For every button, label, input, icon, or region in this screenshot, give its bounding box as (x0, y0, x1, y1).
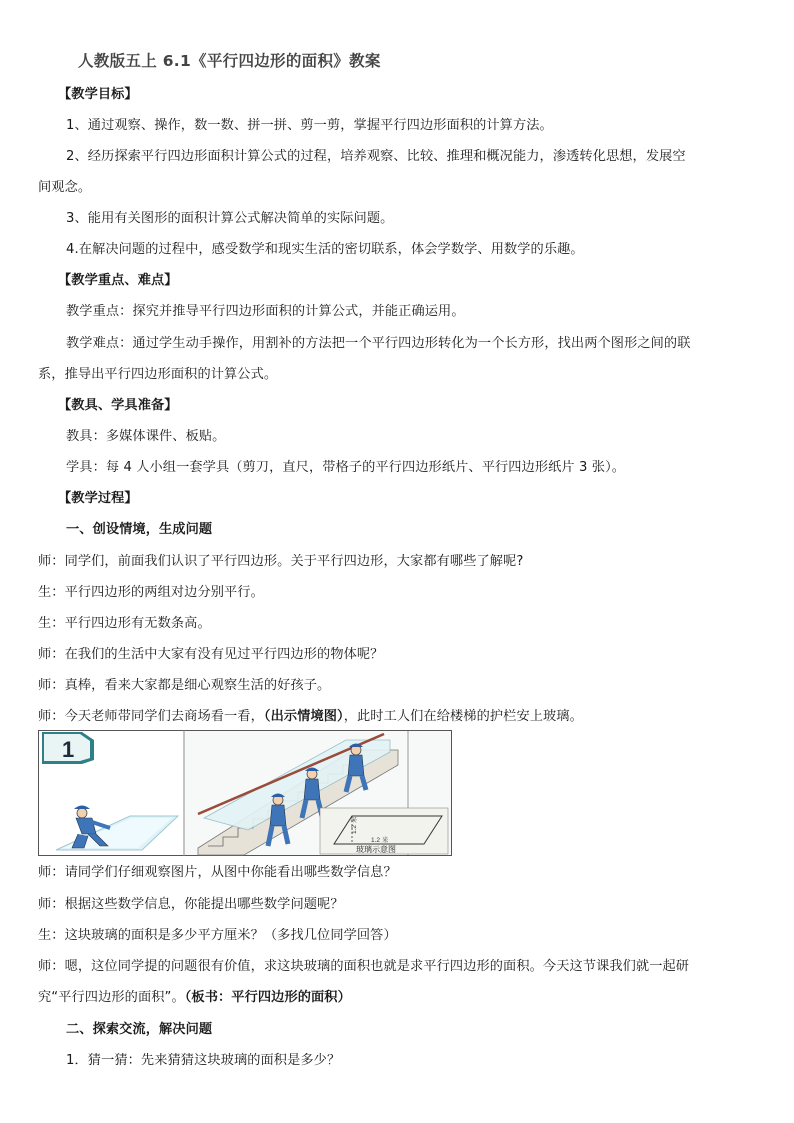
dialogue-line: 师：根据这些数学信息，你能提出哪些数学问题呢？ (38, 897, 344, 912)
dialogue-line (38, 989, 351, 1007)
objective-4: 4.在解决问题的过程中，感受数学和现实生活的密切联系，体会学数学、用数学的乐趣。 (66, 242, 584, 257)
objective-3: 3、能用有关图形的面积计算公式解决简单的实际问题。 (66, 211, 394, 226)
dialogue-line: 生：平行四边形的两组对边分别平行。 (38, 585, 264, 600)
section-heading-materials: 【教具、学具准备】 (58, 398, 178, 413)
badge-number: 1 (62, 737, 75, 762)
objective-2-line-1: 2、经历探索平行四边形面积计算公式的过程，培养观察、比较、推理和概况能力，渗透转化思想，发展空 (66, 149, 686, 164)
dialogue-text: ，此时工人们在给楼梯的护栏安上玻璃。 (343, 709, 583, 724)
dialogue-line: 师：同学们，前面我们认识了平行四边形。关于平行四边形，大家都有哪些了解呢? (38, 554, 524, 569)
scene-cue: （出示情境图） (263, 709, 344, 724)
part-2-heading: 二、探索交流，解决问题 (66, 1022, 213, 1037)
board-note: （板书：平行四边形的面积） (184, 990, 351, 1005)
glass-diagram (320, 808, 448, 854)
scene-number-badge (42, 732, 94, 764)
section-heading-objectives: 【教学目标】 (58, 87, 138, 102)
glass-height-label: 1.2 米 (351, 816, 358, 834)
dialogue-line (38, 708, 583, 726)
key-point: 教学重点：探究并推导平行四边形面积的计算公式，并能正确运用。 (66, 304, 465, 319)
scene-illustration (38, 730, 452, 856)
dialogue-line: 师：请同学们仔细观察图片，从图中你能看出哪些数学信息？ (38, 865, 397, 880)
objective-1: 1、通过观察、操作，数一数、拼一拼、剪一剪，掌握平行四边形面积的计算方法。 (66, 118, 553, 133)
glass-caption: 玻璃示意图 (356, 845, 396, 854)
dialogue-line: 生：平行四边形有无数条高。 (38, 616, 211, 631)
dialogue-line: 生：这块玻璃的面积是多少平方厘米？（多找几位同学回答） (38, 928, 397, 943)
glass-base-label: 1.2 米 (371, 837, 389, 844)
objective-2-line-2: 间观念。 (38, 180, 92, 195)
teacher-tools: 教具：多媒体课件、板贴。 (66, 429, 226, 444)
document-title: 人教版五上 6.1《平行四边形的面积》教案 (78, 52, 381, 70)
dialogue-line: 师：在我们的生活中大家有没有见过平行四边形的物体呢？ (38, 647, 384, 662)
student-tools: 学具：每 4 人小组一套学具（剪刀，直尺，带格子的平行四边形纸片、平行四边形纸片 3 张）。 (66, 460, 626, 475)
dialogue-text: 师：今天老师带同学们去商场看一看， (38, 709, 264, 724)
dialogue-text: 究“平行四边形的面积”。 (38, 990, 185, 1005)
section-heading-process: 【教学过程】 (58, 491, 138, 506)
section-heading-key-points: 【教学重点、难点】 (58, 273, 178, 288)
difficulty-line-2: 系，推导出平行四边形面积的计算公式。 (38, 367, 278, 382)
scene-illustration-svg (38, 730, 452, 856)
part-1-heading: 一、创设情境，生成问题 (66, 522, 213, 537)
dialogue-line: 师：真棒，看来大家都是细心观察生活的好孩子。 (38, 678, 331, 693)
guess-step: 1．猜一猜：先来猜猜这块玻璃的面积是多少？ (66, 1053, 341, 1068)
difficulty-line-1: 教学难点：通过学生动手操作，用割补的方法把一个平行四边形转化为一个长方形，找出两个图形之间的联 (66, 336, 691, 351)
dialogue-line: 师：嗯，这位同学提的问题很有价值，求这块玻璃的面积也就是求平行四边形的面积。今天这节课我们就一起研 (38, 959, 690, 974)
